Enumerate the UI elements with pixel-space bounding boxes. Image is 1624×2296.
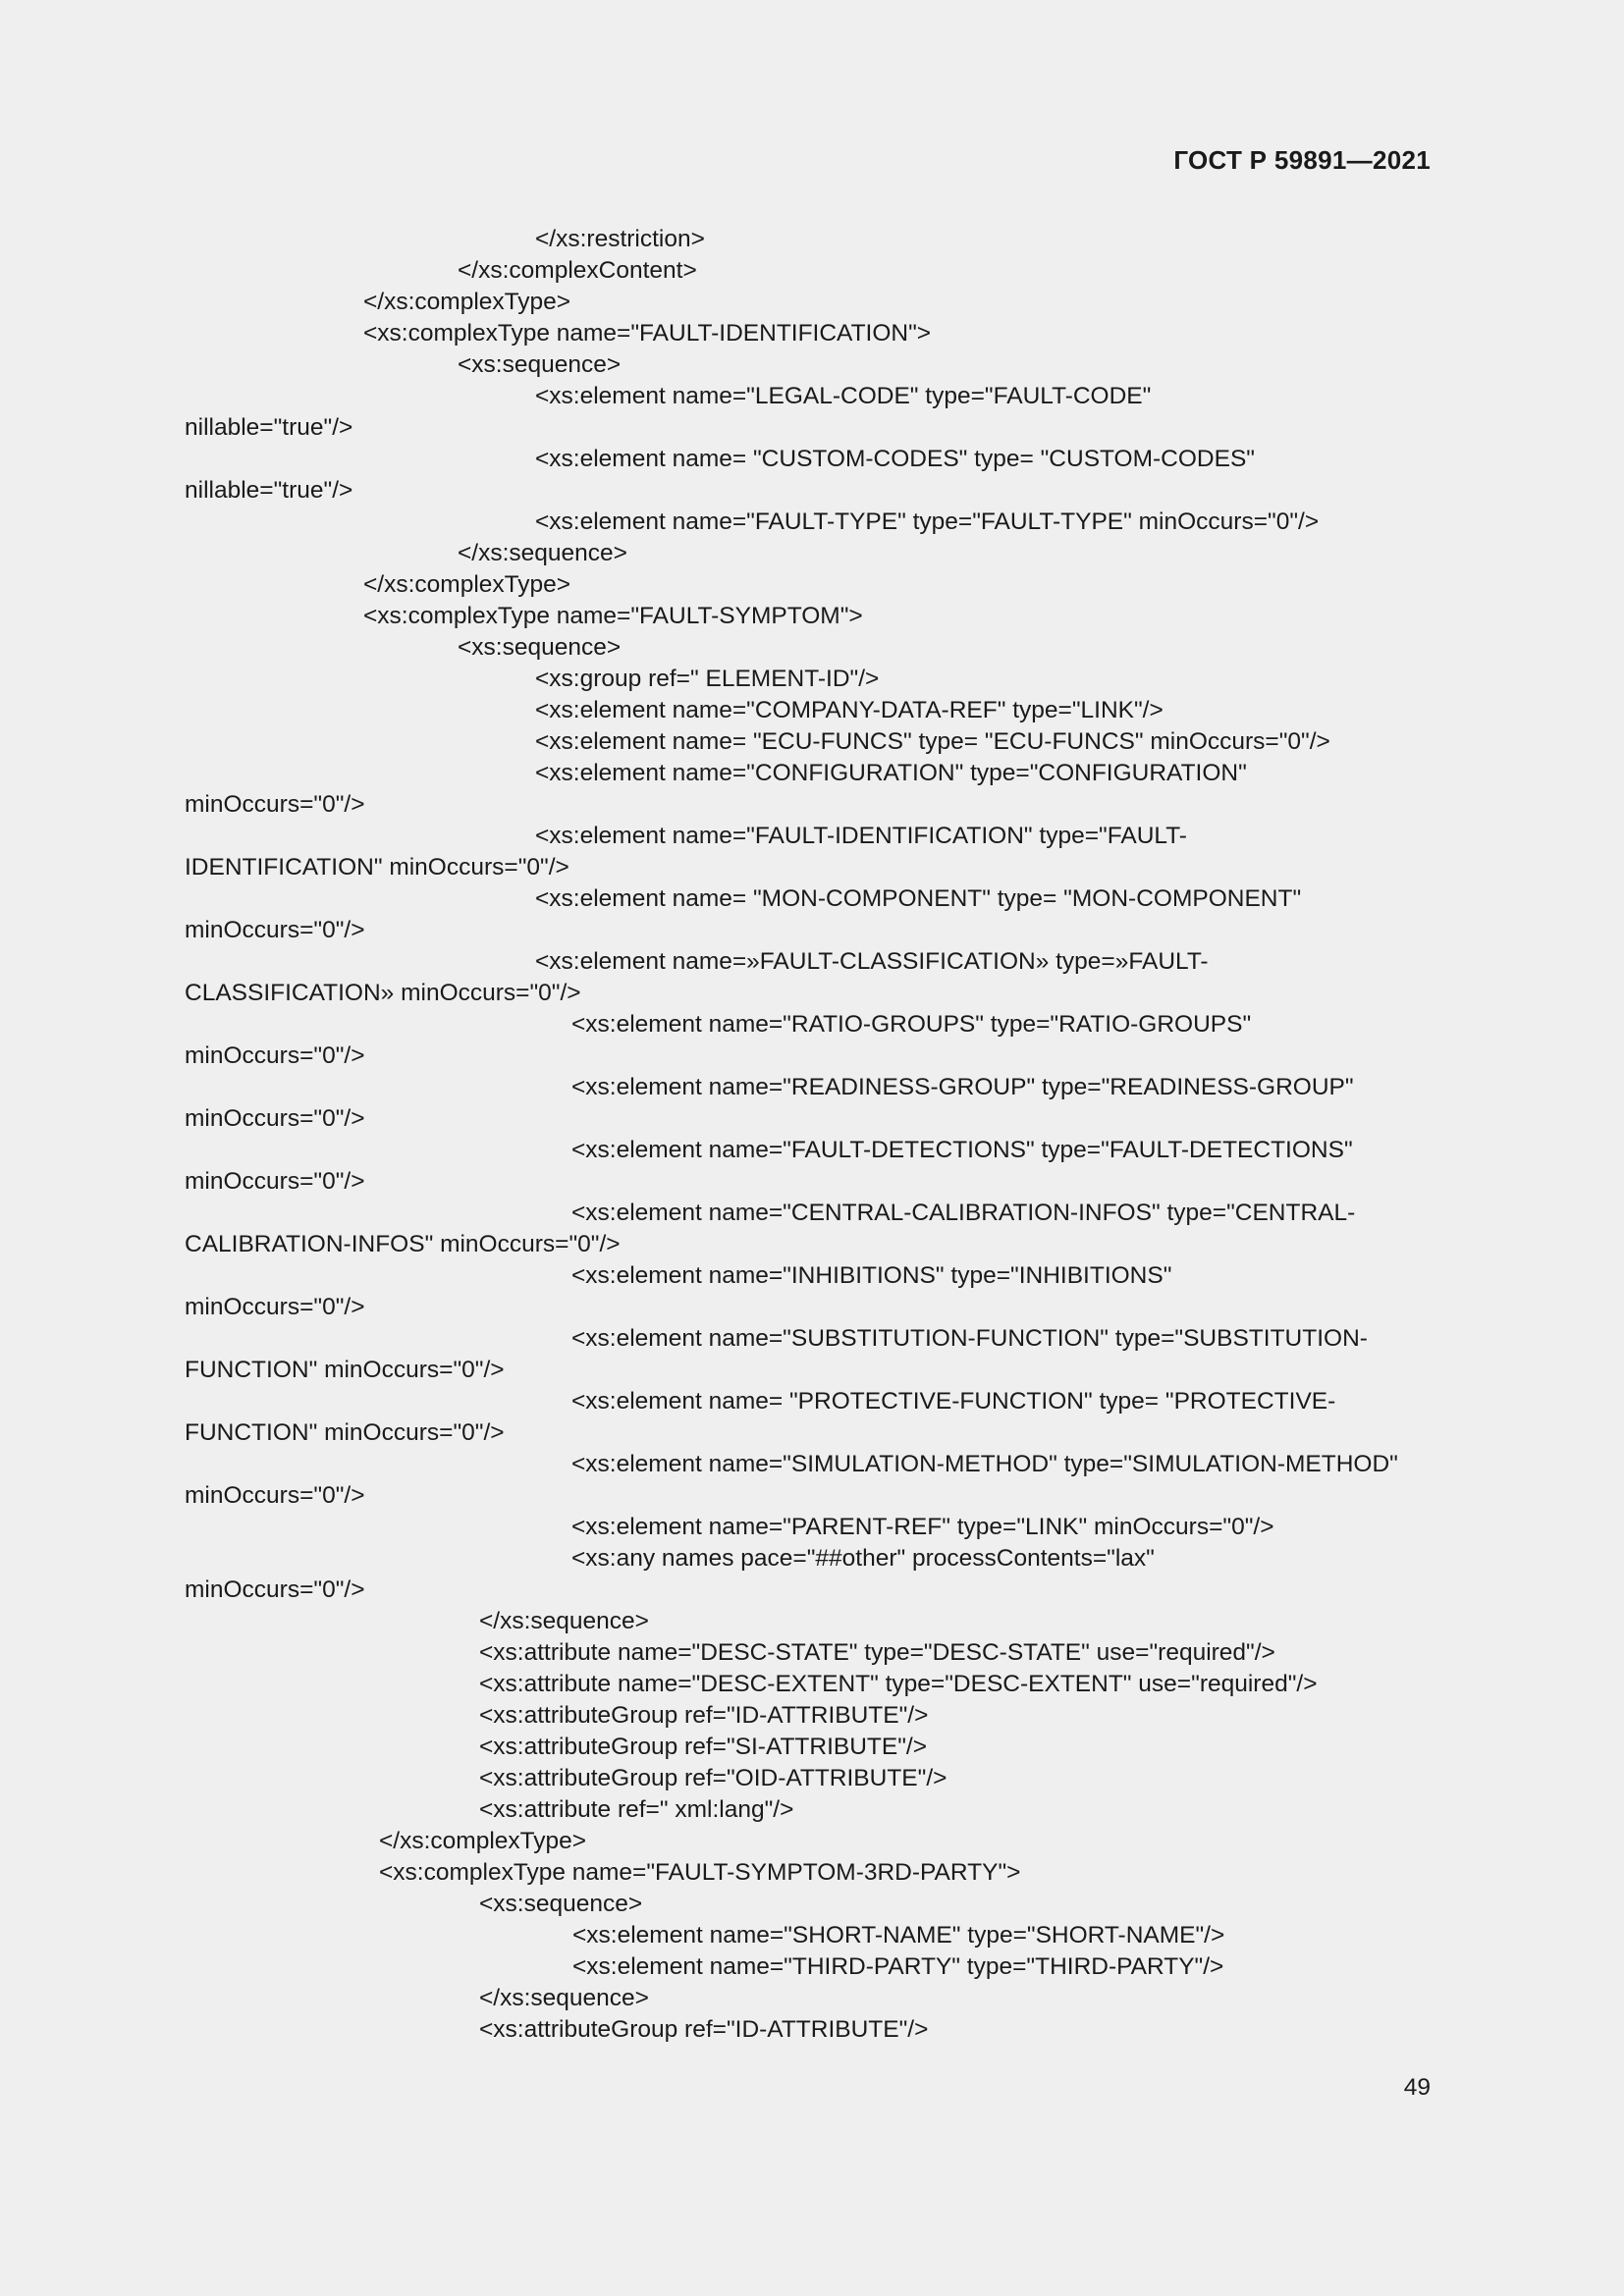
code-line: minOccurs="0"/> [185, 1042, 365, 1069]
code-line: <xs:sequence> [458, 634, 622, 661]
code-line: </xs:complexType> [363, 571, 571, 598]
code-line: <xs:attributeGroup ref="ID-ATTRIBUTE"/> [479, 1702, 929, 1729]
code-line: minOccurs="0"/> [185, 1482, 365, 1509]
code-line: <xs:element name="COMPANY-DATA-REF" type="LINK"/> [535, 697, 1164, 723]
code-line: </xs:sequence> [479, 1985, 649, 2011]
code-line: <xs:element name="CONFIGURATION" type="CONFIGURATION" [535, 760, 1247, 786]
code-line: <xs:element name="FAULT-TYPE" type="FAULT-TYPE" minOccurs="0"/> [535, 508, 1320, 535]
code-line: <xs:element name= "ECU-FUNCS" type= "ECU-FUNCS" minOccurs="0"/> [535, 728, 1330, 755]
code-line: <xs:any names pace="##other" processContents="lax" [571, 1545, 1155, 1572]
code-line: <xs:element name="CENTRAL-CALIBRATION-INFOS" type="CENTRAL- [571, 1200, 1356, 1226]
code-line: <xs:element name="READINESS-GROUP" type="READINESS-GROUP" [571, 1074, 1354, 1100]
code-line: <xs:attribute name="DESC-EXTENT" type="DESC-EXTENT" use="required"/> [479, 1671, 1318, 1697]
code-line: </xs:complexType> [363, 289, 571, 315]
code-line: nillable="true"/> [185, 477, 353, 504]
xml-schema-listing [185, 224, 1441, 2046]
code-line: </xs:complexContent> [458, 257, 697, 284]
code-line: <xs:attributeGroup ref="ID-ATTRIBUTE"/> [479, 2016, 929, 2043]
code-line: <xs:element name="FAULT-IDENTIFICATION" type="FAULT- [535, 823, 1187, 849]
code-line: </xs:sequence> [479, 1608, 649, 1634]
code-line: <xs:element name="SUBSTITUTION-FUNCTION" type="SUBSTITUTION- [571, 1325, 1368, 1352]
code-line: CLASSIFICATION» minOccurs="0"/> [185, 980, 581, 1006]
code-line: <xs:complexType name="FAULT-SYMPTOM-3RD-PARTY"> [379, 1859, 1021, 1886]
code-line: <xs:attributeGroup ref="OID-ATTRIBUTE"/> [479, 1765, 947, 1791]
code-line: <xs:complexType name="FAULT-IDENTIFICATION"> [363, 320, 932, 347]
code-line: <xs:element name=»FAULT-CLASSIFICATION» type=»FAULT- [535, 948, 1209, 975]
code-line: CALIBRATION-INFOS" minOccurs="0"/> [185, 1231, 621, 1257]
code-line: <xs:element name= "MON-COMPONENT" type= "MON-COMPONENT" [535, 885, 1302, 912]
code-line: <xs:element name="LEGAL-CODE" type="FAULT-CODE" [535, 383, 1152, 409]
code-line: <xs:sequence> [479, 1891, 643, 1917]
code-line: <xs:element name="INHIBITIONS" type="INHIBITIONS" [571, 1262, 1172, 1289]
code-line: minOccurs="0"/> [185, 917, 365, 943]
code-line: <xs:element name="SHORT-NAME" type="SHORT-NAME"/> [572, 1922, 1225, 1949]
code-line: FUNCTION" minOccurs="0"/> [185, 1357, 505, 1383]
page-number: 49 [1403, 2074, 1431, 2101]
code-line: <xs:element name="PARENT-REF" type="LINK" minOccurs="0"/> [571, 1514, 1274, 1540]
code-line: minOccurs="0"/> [185, 1576, 365, 1603]
code-line: <xs:element name="THIRD-PARTY" type="THIRD-PARTY"/> [572, 1953, 1224, 1980]
code-line: minOccurs="0"/> [185, 1168, 365, 1195]
code-line: <xs:element name="RATIO-GROUPS" type="RATIO-GROUPS" [571, 1011, 1252, 1038]
code-line: <xs:element name="SIMULATION-METHOD" type="SIMULATION-METHOD" [571, 1451, 1398, 1477]
code-line: <xs:sequence> [458, 351, 622, 378]
code-line: <xs:complexType name="FAULT-SYMPTOM"> [363, 603, 863, 629]
code-line: FUNCTION" minOccurs="0"/> [185, 1419, 505, 1446]
code-line: IDENTIFICATION" minOccurs="0"/> [185, 854, 569, 881]
code-line: <xs:element name= "PROTECTIVE-FUNCTION" type= "PROTECTIVE- [571, 1388, 1336, 1415]
code-line: minOccurs="0"/> [185, 1294, 365, 1320]
code-line: <xs:attributeGroup ref="SI-ATTRIBUTE"/> [479, 1734, 928, 1760]
code-line: <xs:element name= "CUSTOM-CODES" type= "CUSTOM-CODES" [535, 446, 1256, 472]
code-line: <xs:attribute name="DESC-STATE" type="DESC-STATE" use="required"/> [479, 1639, 1275, 1666]
code-line: </xs:complexType> [379, 1828, 587, 1854]
code-line: <xs:element name="FAULT-DETECTIONS" type="FAULT-DETECTIONS" [571, 1137, 1353, 1163]
code-line: <xs:attribute ref=" xml:lang"/> [479, 1796, 794, 1823]
code-line: nillable="true"/> [185, 414, 353, 441]
code-line: minOccurs="0"/> [185, 791, 365, 818]
code-line: </xs:restriction> [535, 226, 705, 252]
code-line: </xs:sequence> [458, 540, 627, 566]
code-line: minOccurs="0"/> [185, 1105, 365, 1132]
document-header: ГОСТ Р 59891—2021 [1173, 145, 1431, 175]
code-line: <xs:group ref=" ELEMENT-ID"/> [535, 666, 880, 692]
